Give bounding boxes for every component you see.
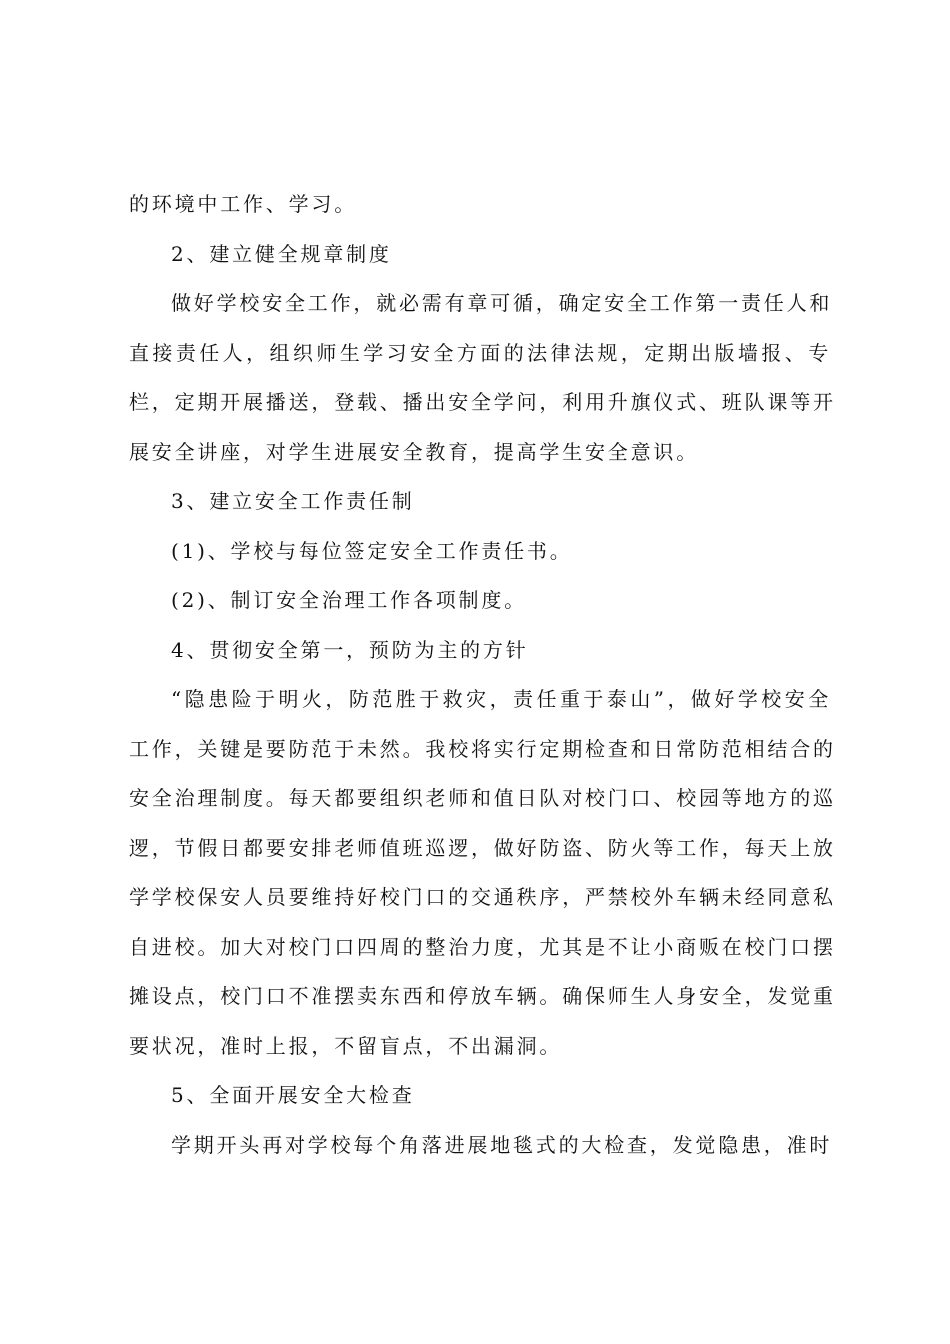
list-item-1: (1)、学校与每位签定安全工作责任书。 — [171, 538, 573, 563]
paragraph-line: 做好学校安全工作，就必需有章可循，确定安全工作第一责任人和 — [171, 291, 833, 315]
document-body — [129, 180, 836, 1170]
paragraph-line: 要状况，准时上报，不留盲点，不出漏洞。 — [129, 1033, 563, 1058]
paragraph-line: 栏，定期开展播送，登载、播出安全学问，利用升旗仪式、班队课等开 — [129, 390, 836, 414]
paragraph-line: 逻，节假日都要安排老师值班巡逻，做好防盗、防火等工作，每天上放 — [129, 835, 836, 860]
paragraph-line: 学期开头再对学校每个角落进展地毯式的大检查，发觉隐患，准时 — [171, 1132, 833, 1157]
section-heading-4: 4、贯彻安全第一，预防为主的方针 — [171, 637, 529, 662]
paragraph-line-continuation: 的环境中工作、学习。 — [129, 192, 357, 216]
paragraph-line: 摊设点，校门口不准摆卖东西和停放车辆。确保师生人身安全，发觉重 — [129, 984, 836, 1008]
paragraph-line: 直接责任人，组织师生学习安全方面的法律法规，定期出版墙报、专 — [129, 340, 831, 365]
paragraph-line: 工作，关键是要防范于未然。我校将实行定期检查和日常防范相结合的 — [129, 736, 836, 761]
section-heading-5: 5、全面开展安全大检查 — [171, 1083, 415, 1107]
paragraph-line: 展安全讲座，对学生进展安全教育，提高学生安全意识。 — [129, 439, 699, 464]
paragraph-line: 学学校保安人员要维持好校门口的交通秩序，严禁校外车辆未经同意私 — [129, 885, 836, 909]
section-heading-2: 2、建立健全规章制度 — [171, 241, 392, 266]
paragraph-line: “隐患险于明火，防范胜于救灾，责任重于泰山”，做好学校安全 — [171, 687, 831, 711]
paragraph-line: 自进校。加大对校门口四周的整治力度，尤其是不让小商贩在校门口摆 — [129, 934, 836, 959]
section-heading-3: 3、建立安全工作责任制 — [171, 489, 415, 513]
paragraph-line: 安全治理制度。每天都要组织老师和值日队对校门口、校园等地方的巡 — [129, 786, 836, 810]
list-item-2: (2)、制订安全治理工作各项制度。 — [171, 588, 527, 612]
